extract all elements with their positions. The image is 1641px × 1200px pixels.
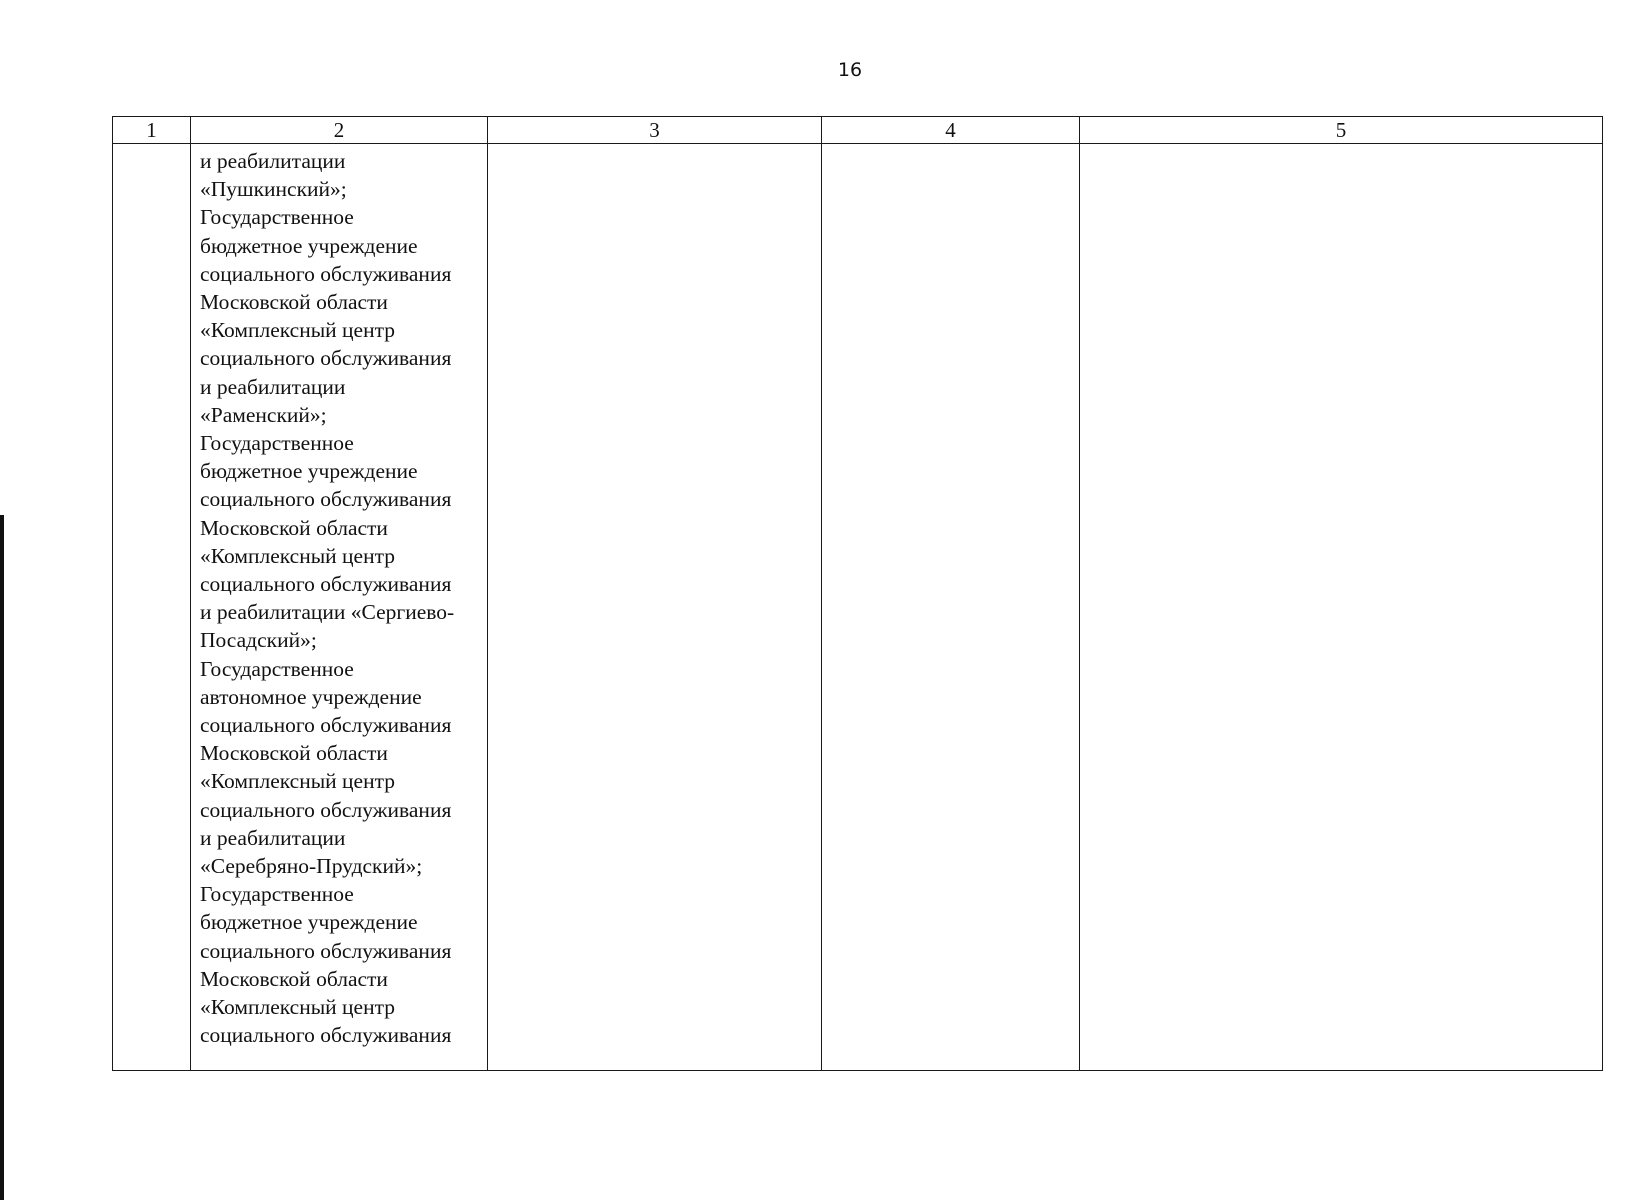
table-row — [113, 144, 1603, 1071]
text-line: социального обслуживания — [200, 261, 452, 286]
column-header-4: 4 — [822, 117, 1080, 144]
text-line: и реабилитации «Сергиево- — [200, 600, 455, 625]
cell-col-3 — [488, 144, 822, 1071]
institutions-list — [191, 144, 487, 1050]
column-header-1: 1 — [113, 117, 191, 144]
column-header-2: 2 — [191, 117, 488, 144]
text-line: Московской области — [200, 741, 388, 766]
text-line: социального обслуживания — [200, 938, 452, 963]
text-line: социального обслуживания — [200, 713, 452, 738]
text-line: Государственное — [200, 431, 354, 456]
text-line: «Комплексный центр — [200, 769, 395, 794]
text-line: Государственное — [200, 656, 354, 681]
text-line: автономное учреждение — [200, 684, 422, 709]
page-number: 16 — [837, 59, 863, 81]
text-line: социального обслуживания — [200, 346, 452, 371]
text-line: Государственное — [200, 882, 354, 907]
text-line: социального обслуживания — [200, 572, 452, 597]
text-line: и реабилитации — [200, 149, 346, 173]
text-line: «Серебряно-Прудский»; — [200, 854, 423, 879]
table-header-row — [113, 117, 1603, 144]
text-line: Государственное — [200, 205, 354, 230]
text-line: бюджетное учреждение — [200, 233, 418, 258]
text-line: Московской области — [200, 290, 388, 315]
cell-col-5 — [1080, 144, 1603, 1071]
column-header-3: 3 — [488, 117, 822, 144]
text-line: социального обслуживания — [200, 487, 452, 512]
cell-col-1 — [113, 144, 191, 1071]
text-line: Московской области — [200, 966, 388, 991]
column-header-5: 5 — [1080, 117, 1603, 144]
cell-col-4 — [822, 144, 1080, 1071]
text-line: «Комплексный центр — [200, 543, 395, 568]
scan-edge — [0, 515, 4, 1200]
text-line: «Комплексный центр — [200, 995, 395, 1020]
document-table — [112, 116, 1603, 1071]
cell-col-2 — [191, 144, 488, 1071]
text-line: Посадский»; — [200, 628, 317, 653]
text-line: «Раменский»; — [200, 402, 327, 427]
text-line: и реабилитации — [200, 374, 346, 399]
text-line: Московской области — [200, 515, 388, 540]
text-line: бюджетное учреждение — [200, 910, 418, 935]
text-line: социального обслуживания — [200, 797, 452, 822]
text-line: социального обслуживания — [200, 1023, 452, 1048]
text-line: бюджетное учреждение — [200, 459, 418, 484]
text-line: «Пушкинский»; — [200, 177, 347, 202]
text-line: и реабилитации — [200, 825, 346, 850]
text-line: «Комплексный центр — [200, 318, 395, 343]
